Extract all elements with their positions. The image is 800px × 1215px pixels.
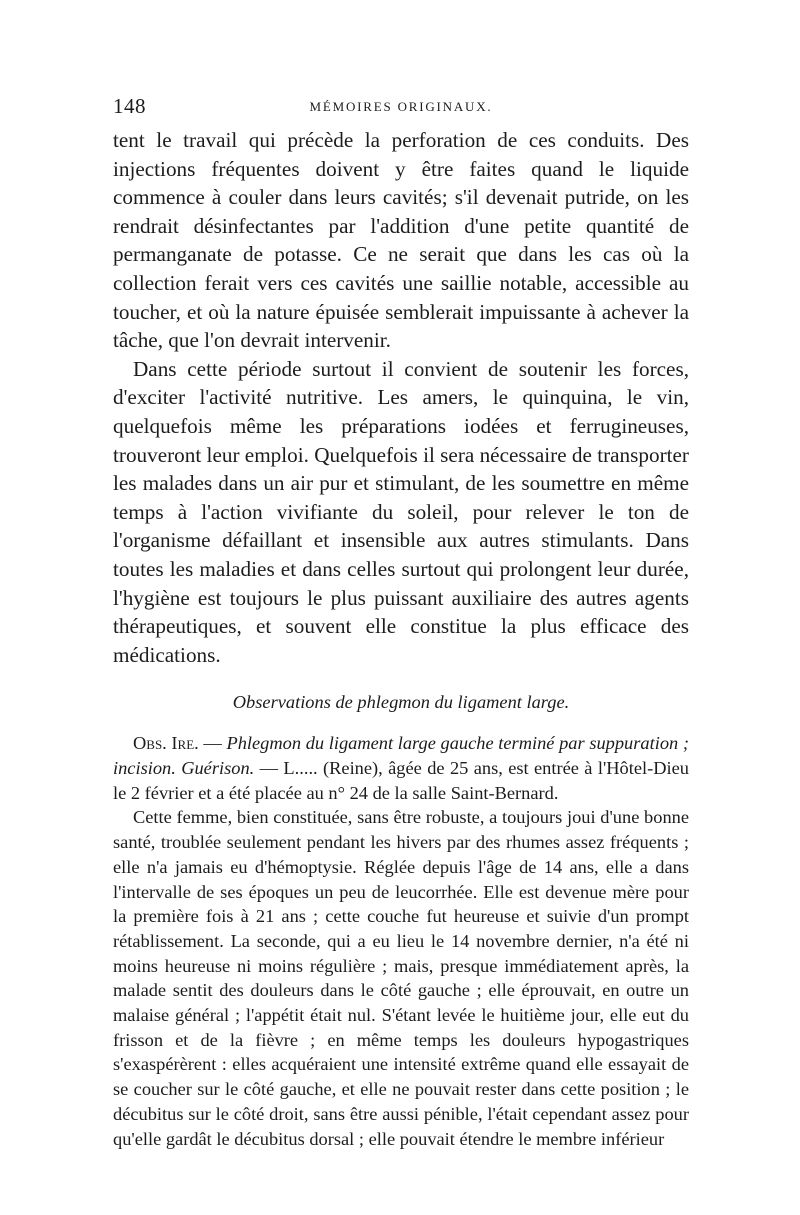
observation-label: Obs. Ire. xyxy=(133,733,199,754)
section-heading: Observations de phlegmon du ligament large. xyxy=(232,692,570,713)
observation-paragraph: Cette femme, bien constituée, sans être robuste, a toujours joui d'une bonne santé, troublée seulement pendant les hivers par des rhumes assez fréquents ; elle n'a jamais eu d'hémoptysie. Réglée depuis l'âge de 14 ans, elle a dans l'intervalle de ses époques un peu de leucorrhée. Elle est devenue mère pour la première fois à 21 ans ; cette couche fut heureuse et suivie d'un prompt rétablissement. La seconde, qui a eu lieu le 14 novembre dernier, n'a été ni moins heureuse ni moins régulière ; mais, presque immédiatement après, la malade sentit des douleurs dans le côté gauche ; elle éprouvait, en outre un malaise général ; l'appétit était nul. S'étant levée le huitième jour, elle eut du frisson et de la fièvre ; en même temps les douleurs hypogastriques s'exaspérèrent : elles acquéraient une intensité extrême quand elle essayait de se coucher sur le côté gauche, et elle ne pouvait rester dans cette position ; le décubitus sur le côté droit, sans être aussi pénible, l'était cependant assez pour qu'elle gardât le décubitus dorsal ; elle pouvait étendre le membre inférieur xyxy=(113,807,689,1149)
book-page xyxy=(113,96,689,1151)
running-title: MÉMOIRES ORIGINAUX. xyxy=(309,99,493,114)
observation-block xyxy=(113,731,689,1151)
observation-dash-two: — xyxy=(254,757,284,778)
running-head xyxy=(113,96,689,120)
observation-header xyxy=(113,731,689,805)
body-text xyxy=(113,126,689,669)
observation-title: Phlegmon du ligament large gauche terminé par suppuration ; incision. Guérison. xyxy=(113,733,689,778)
observation-dash-one: — xyxy=(198,733,227,754)
paragraph-treatment: Dans cette période surtout il convient de soutenir les forces, d'exciter l'activité nutritive. Les amers, le quinquina, le vin, quelquefois même les préparations iodées et ferrugineuses, trouveront leur emploi. Quelquefois il sera nécessaire de transporter les malades dans un air pur et stimulant, de les soumettre en même temps à l'action vivifiante du soleil, pour relever le ton de l'organisme défaillant et insensible aux autres stimulants. Dans toutes les maladies et dans celles surtout qui prolongent leur durée, l'hygiène est toujours le plus puissant auxiliaire des autres agents thérapeutiques, et souvent elle constitue la plus efficace des médications. xyxy=(113,356,689,667)
observation-intro: L..... (Reine), âgée de 25 ans, est entrée à l'Hôtel-Dieu le 2 février et a été placée au n° 24 de la salle Saint-Bernard. xyxy=(113,757,689,803)
paragraph-continuation: tent le travail qui précède la perforation de ces conduits. Des injections fréquentes doivent y être faites quand le liquide commence à couler dans leurs cavités; s'il devenait putride, on les rendrait désinfectantes par l'addition d'une petite quantité de permanganate de potasse. Ce ne serait que dans les cas où la collection ferait vers ces cavités une saillie notable, accessible au toucher, et où la nature épuisée semblerait impuissante à achever la tâche, que l'on devrait intervenir. xyxy=(113,128,689,353)
page-number: 148 xyxy=(113,94,146,118)
